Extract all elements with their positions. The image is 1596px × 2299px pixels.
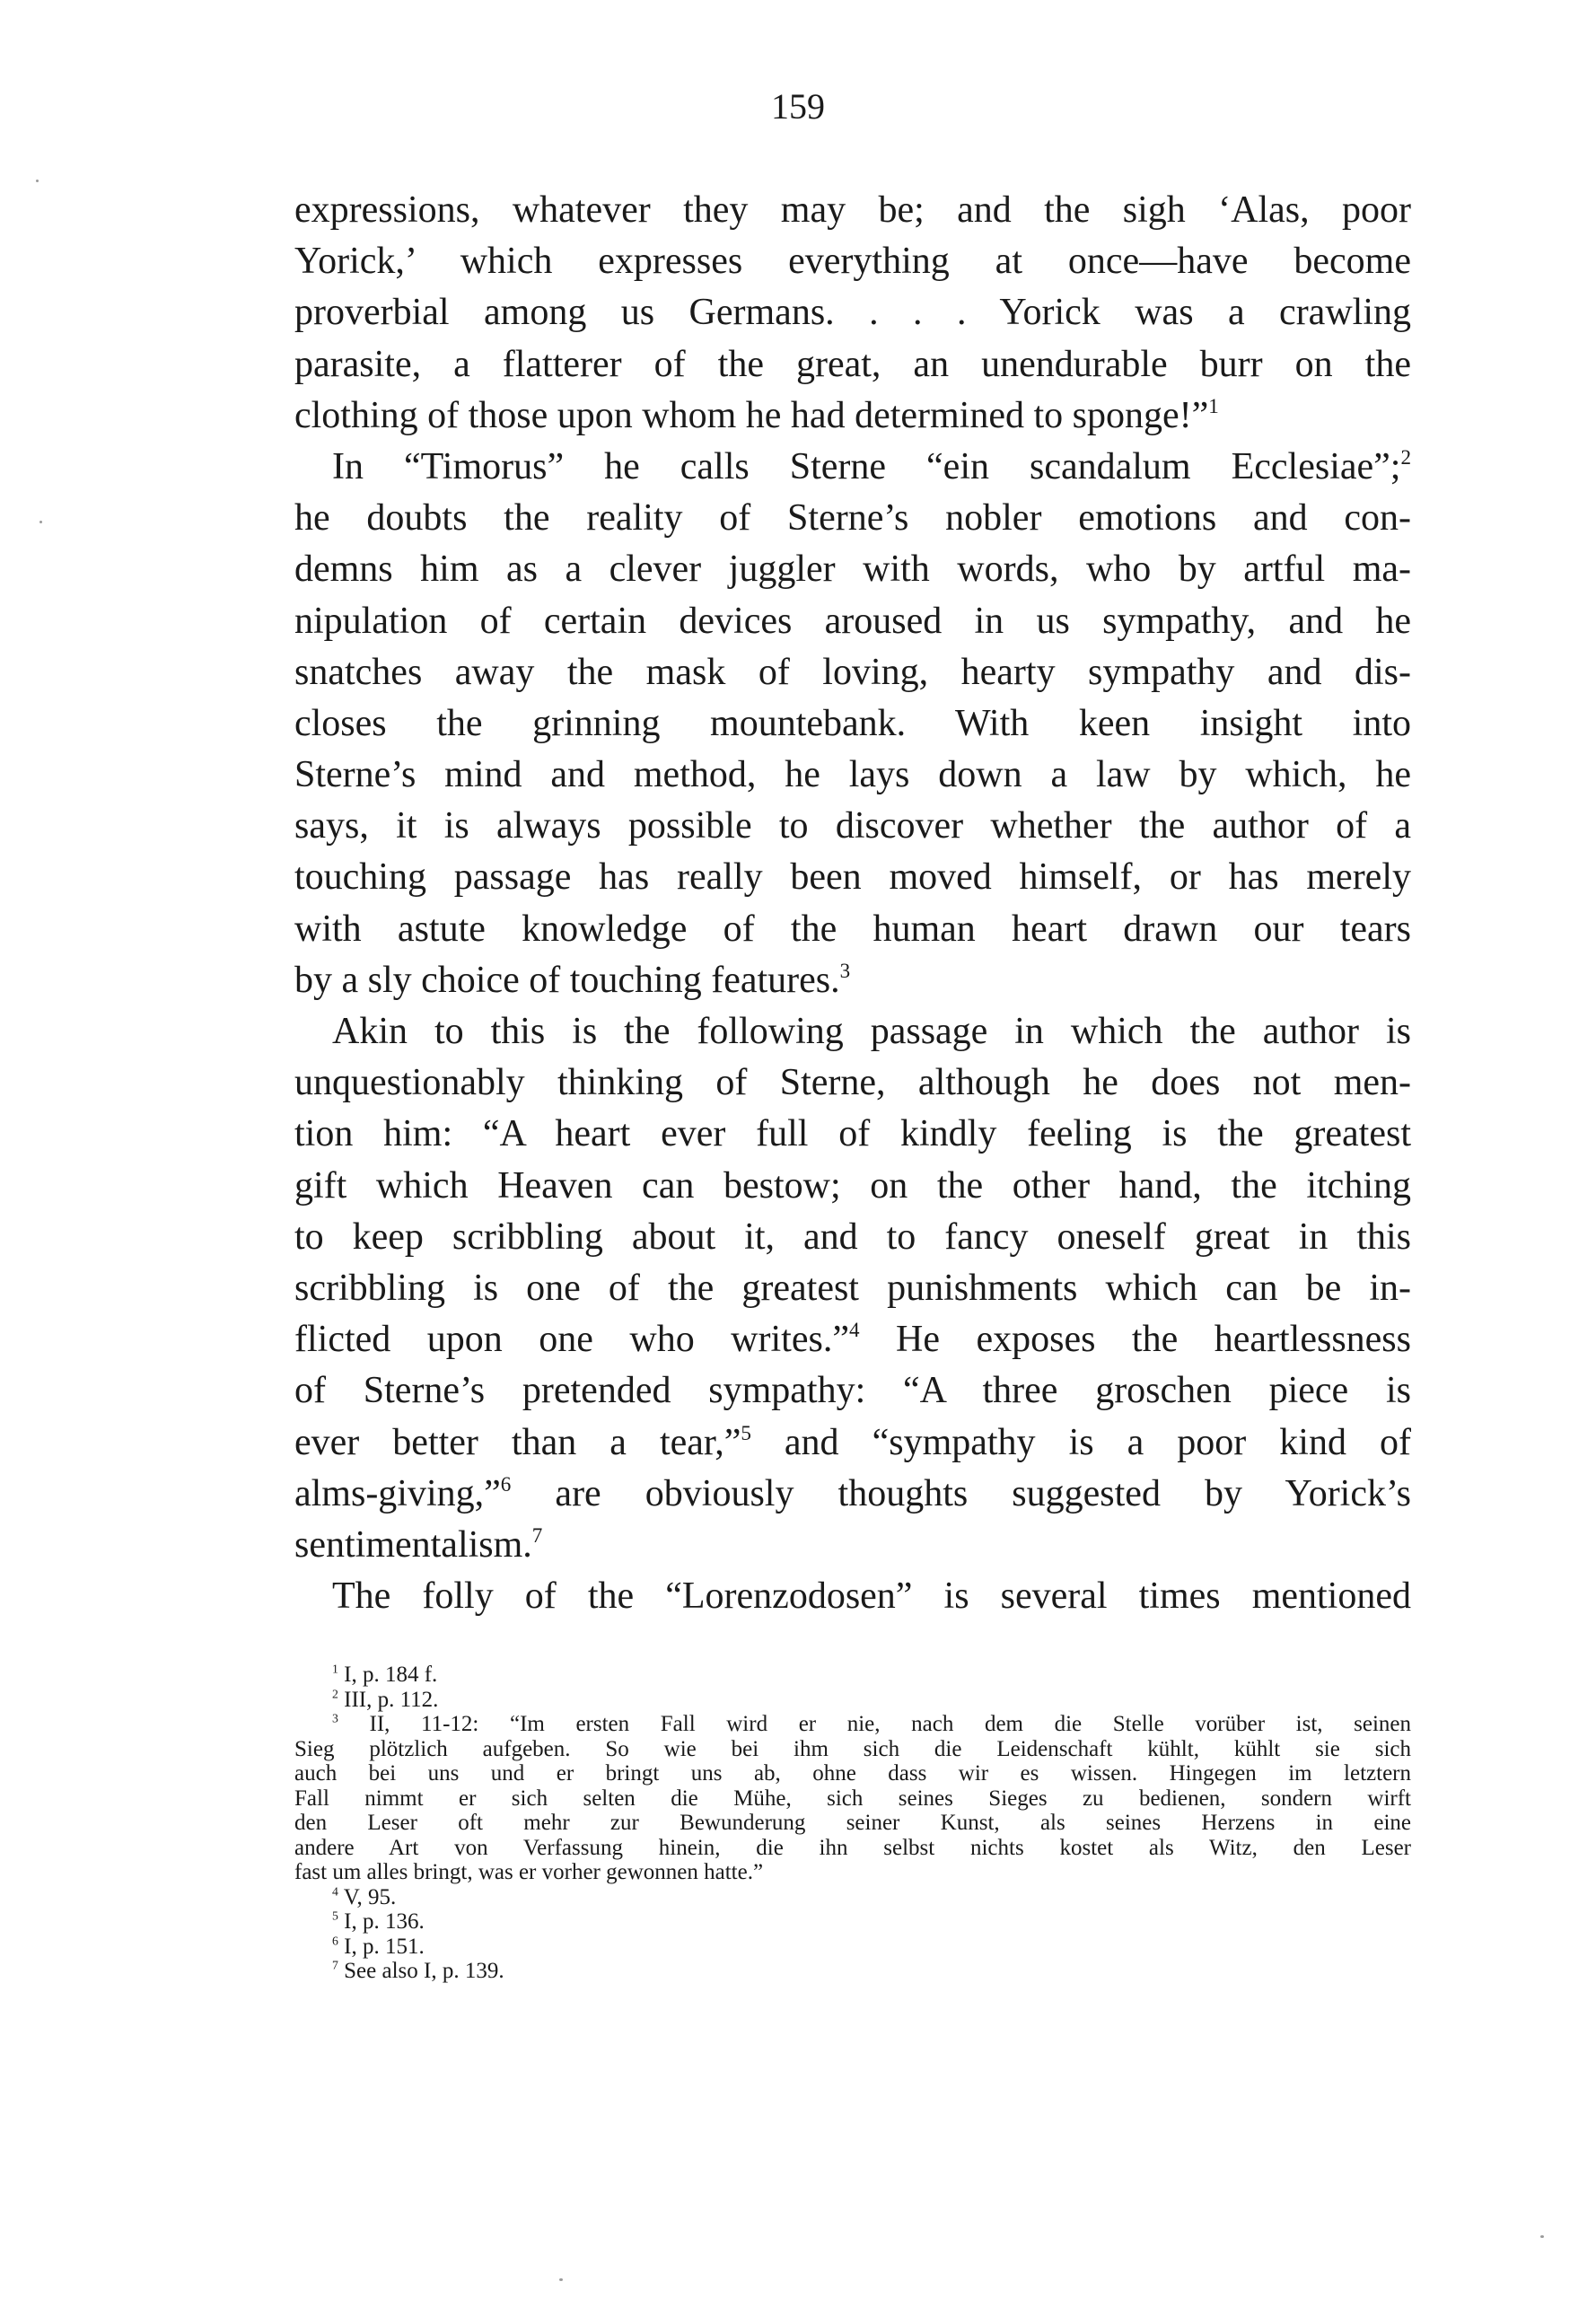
body-line: alms-giving,”$^6$ are obviously thoughts suggested by Yorick’s [294, 1471, 1411, 1514]
footnote-ref[interactable]: 2 [1400, 444, 1411, 469]
footnote-ref[interactable]: 7 [531, 1522, 543, 1547]
footnote-7: $^7$ See also I, p. 139. [332, 1958, 504, 1983]
body-line: ever better than a tear,”$^5$ and “sympathy is a poor kind of [294, 1420, 1411, 1463]
body-line: Sterne’s mind and method, he lays down a law by which, he [294, 754, 1411, 796]
scan-speck [39, 521, 42, 523]
body-line: parasite, a flatterer of the great, an unendurable burr on the [294, 343, 1411, 385]
footnote-line: Sieg plötzlich aufgeben. So wie bei ihm sich die Leidenschaft kühlt, kühlt sie sich [294, 1736, 1411, 1761]
footnote-ref[interactable]: 4 [848, 1317, 860, 1341]
footnote-mark: 5 [332, 1909, 338, 1923]
body-line: clothing of those upon whom he had determined to sponge!”$^1$ [294, 393, 1219, 436]
body-line: says, it is always possible to discover whether the author of a [294, 805, 1411, 847]
footnote-mark: 3 [332, 1711, 338, 1725]
footnote-3 [294, 1712, 1411, 1885]
body-line: unquestionably thinking of Sterne, although he does not men- [294, 1062, 1411, 1104]
body-line: The folly of the “Lorenzodosen” is several times mentioned [332, 1575, 1411, 1618]
body-line: flicted upon one who writes.”$^4$ He exposes the heartlessness [294, 1317, 1411, 1361]
footnote-line: fast um alles bringt, was er vorher gewonnen hatte.” [294, 1860, 764, 1884]
body-line: to keep scribbling about it, and to fancy oneself great in this [294, 1215, 1411, 1258]
body-line: Yorick,’ which expresses everything at once—have become [294, 241, 1411, 283]
footnote-6: $^6$ I, p. 151. [332, 1933, 425, 1959]
footnote-5: $^5$ I, p. 136. [332, 1909, 425, 1934]
footnote-4: $^4$ V, 95. [332, 1883, 397, 1909]
body-text [294, 185, 1411, 1622]
footnote-2: $^2$ III, p. 112. [332, 1686, 439, 1712]
body-line: sentimentalism.$^7$ [294, 1522, 543, 1566]
body-line: tion him: “A heart ever full of kindly feeling is the greatest [294, 1113, 1411, 1155]
footnote-line: auch bei uns und er bringt uns ab, ohne dass wir es wissen. Hingegen im letztern [294, 1761, 1411, 1786]
body-line: closes the grinning mountebank. With keen insight into [294, 702, 1411, 744]
footnote-ref[interactable]: 3 [839, 958, 851, 982]
body-line: by a sly choice of touching features.$^3$ [294, 958, 851, 1001]
body-line: expressions, whatever they may be; and the sigh ‘Alas, poor [294, 189, 1411, 231]
footnotes [294, 1663, 1411, 1984]
body-line: touching passage has really been moved himself, or has merely [294, 856, 1411, 899]
scan-speck [36, 180, 39, 182]
body-line: snatches away the mask of loving, hearty sympathy and dis- [294, 651, 1411, 693]
body-line: Akin to this is the following passage in which the author is [332, 1011, 1411, 1052]
body-line: gift which Heaven can bestow; on the other hand, the itching [294, 1164, 1411, 1207]
body-line: In “Timorus” he calls Sterne “ein scandalum Ecclesiae”;$^2$ [332, 444, 1411, 487]
body-line: he doubts the reality of Sterne’s nobler emotions and con- [294, 497, 1411, 540]
footnote-mark: 1 [332, 1662, 338, 1676]
footnote-line: Fall nimmt er sich selten die Mühe, sich seines Sieges zu bedienen, sondern wirft [294, 1786, 1411, 1811]
footnote-mark: 6 [332, 1933, 338, 1947]
footnote-line: andere Art von Verfassung hinein, die ihn selbst nichts kostet als Witz, den Leser [294, 1835, 1411, 1860]
body-line: demns him as a clever juggler with words, who by artful ma- [294, 548, 1411, 591]
scan-speck [1540, 2235, 1544, 2238]
body-line: of Sterne’s pretended sympathy: “A three groschen piece is [294, 1370, 1411, 1412]
body-line: with astute knowledge of the human heart drawn our tears [294, 908, 1411, 950]
footnote-line: den Leser oft mehr zur Bewunderung seiner Kunst, als seines Herzens in eine [294, 1811, 1411, 1835]
footnote-line: $^3$ II, 11-12: “Im ersten Fall wird er nie, nach dem die Stelle vorüber ist, seinen [332, 1711, 1412, 1736]
footnote-1: $^1$ I, p. 184 f. [332, 1662, 438, 1687]
footnote-mark: 4 [332, 1883, 338, 1898]
body-line: scribbling is one of the greatest punishments which can be in- [294, 1267, 1411, 1309]
footnote-ref[interactable]: 6 [500, 1471, 512, 1496]
footnote-ref[interactable]: 5 [741, 1420, 751, 1444]
footnote-mark: 7 [332, 1958, 338, 1972]
scan-speck [559, 2278, 563, 2281]
page-number: 159 [771, 86, 825, 127]
body-line: proverbial among us Germans. . . . Yorick was a crawling [294, 292, 1411, 334]
footnote-ref[interactable]: 1 [1208, 393, 1219, 417]
body-line: nipulation of certain devices aroused in us sympathy, and he [294, 600, 1411, 642]
footnote-mark: 2 [332, 1686, 338, 1700]
